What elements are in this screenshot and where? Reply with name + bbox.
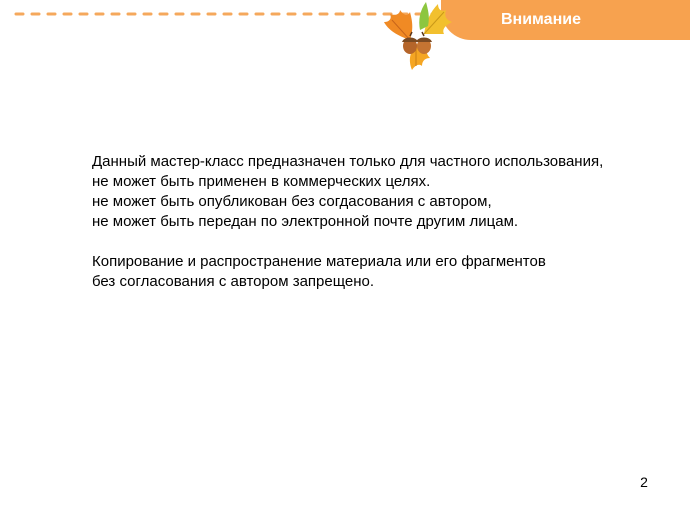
usage-restrictions-paragraph [92,152,672,232]
text-line: без согласования с автором запрещено. [92,273,375,290]
text-line: не может быть применен в коммерческих целях. [92,173,431,190]
text-line: Данный мастер-класс предназначен только для частного использования, [92,153,604,170]
header-title: Внимание [501,11,581,28]
page-number: 2 [640,474,648,490]
text-line: не может быть передан по электронной почте другим лицам. [92,213,519,230]
notice-text [92,152,672,292]
autumn-leaves-icon [380,0,455,74]
text-line: не может быть опубликован без согдасования с автором, [92,193,492,210]
text-line: Копирование и распространение материала или его фрагментов [92,253,546,270]
copyright-paragraph [92,252,672,292]
